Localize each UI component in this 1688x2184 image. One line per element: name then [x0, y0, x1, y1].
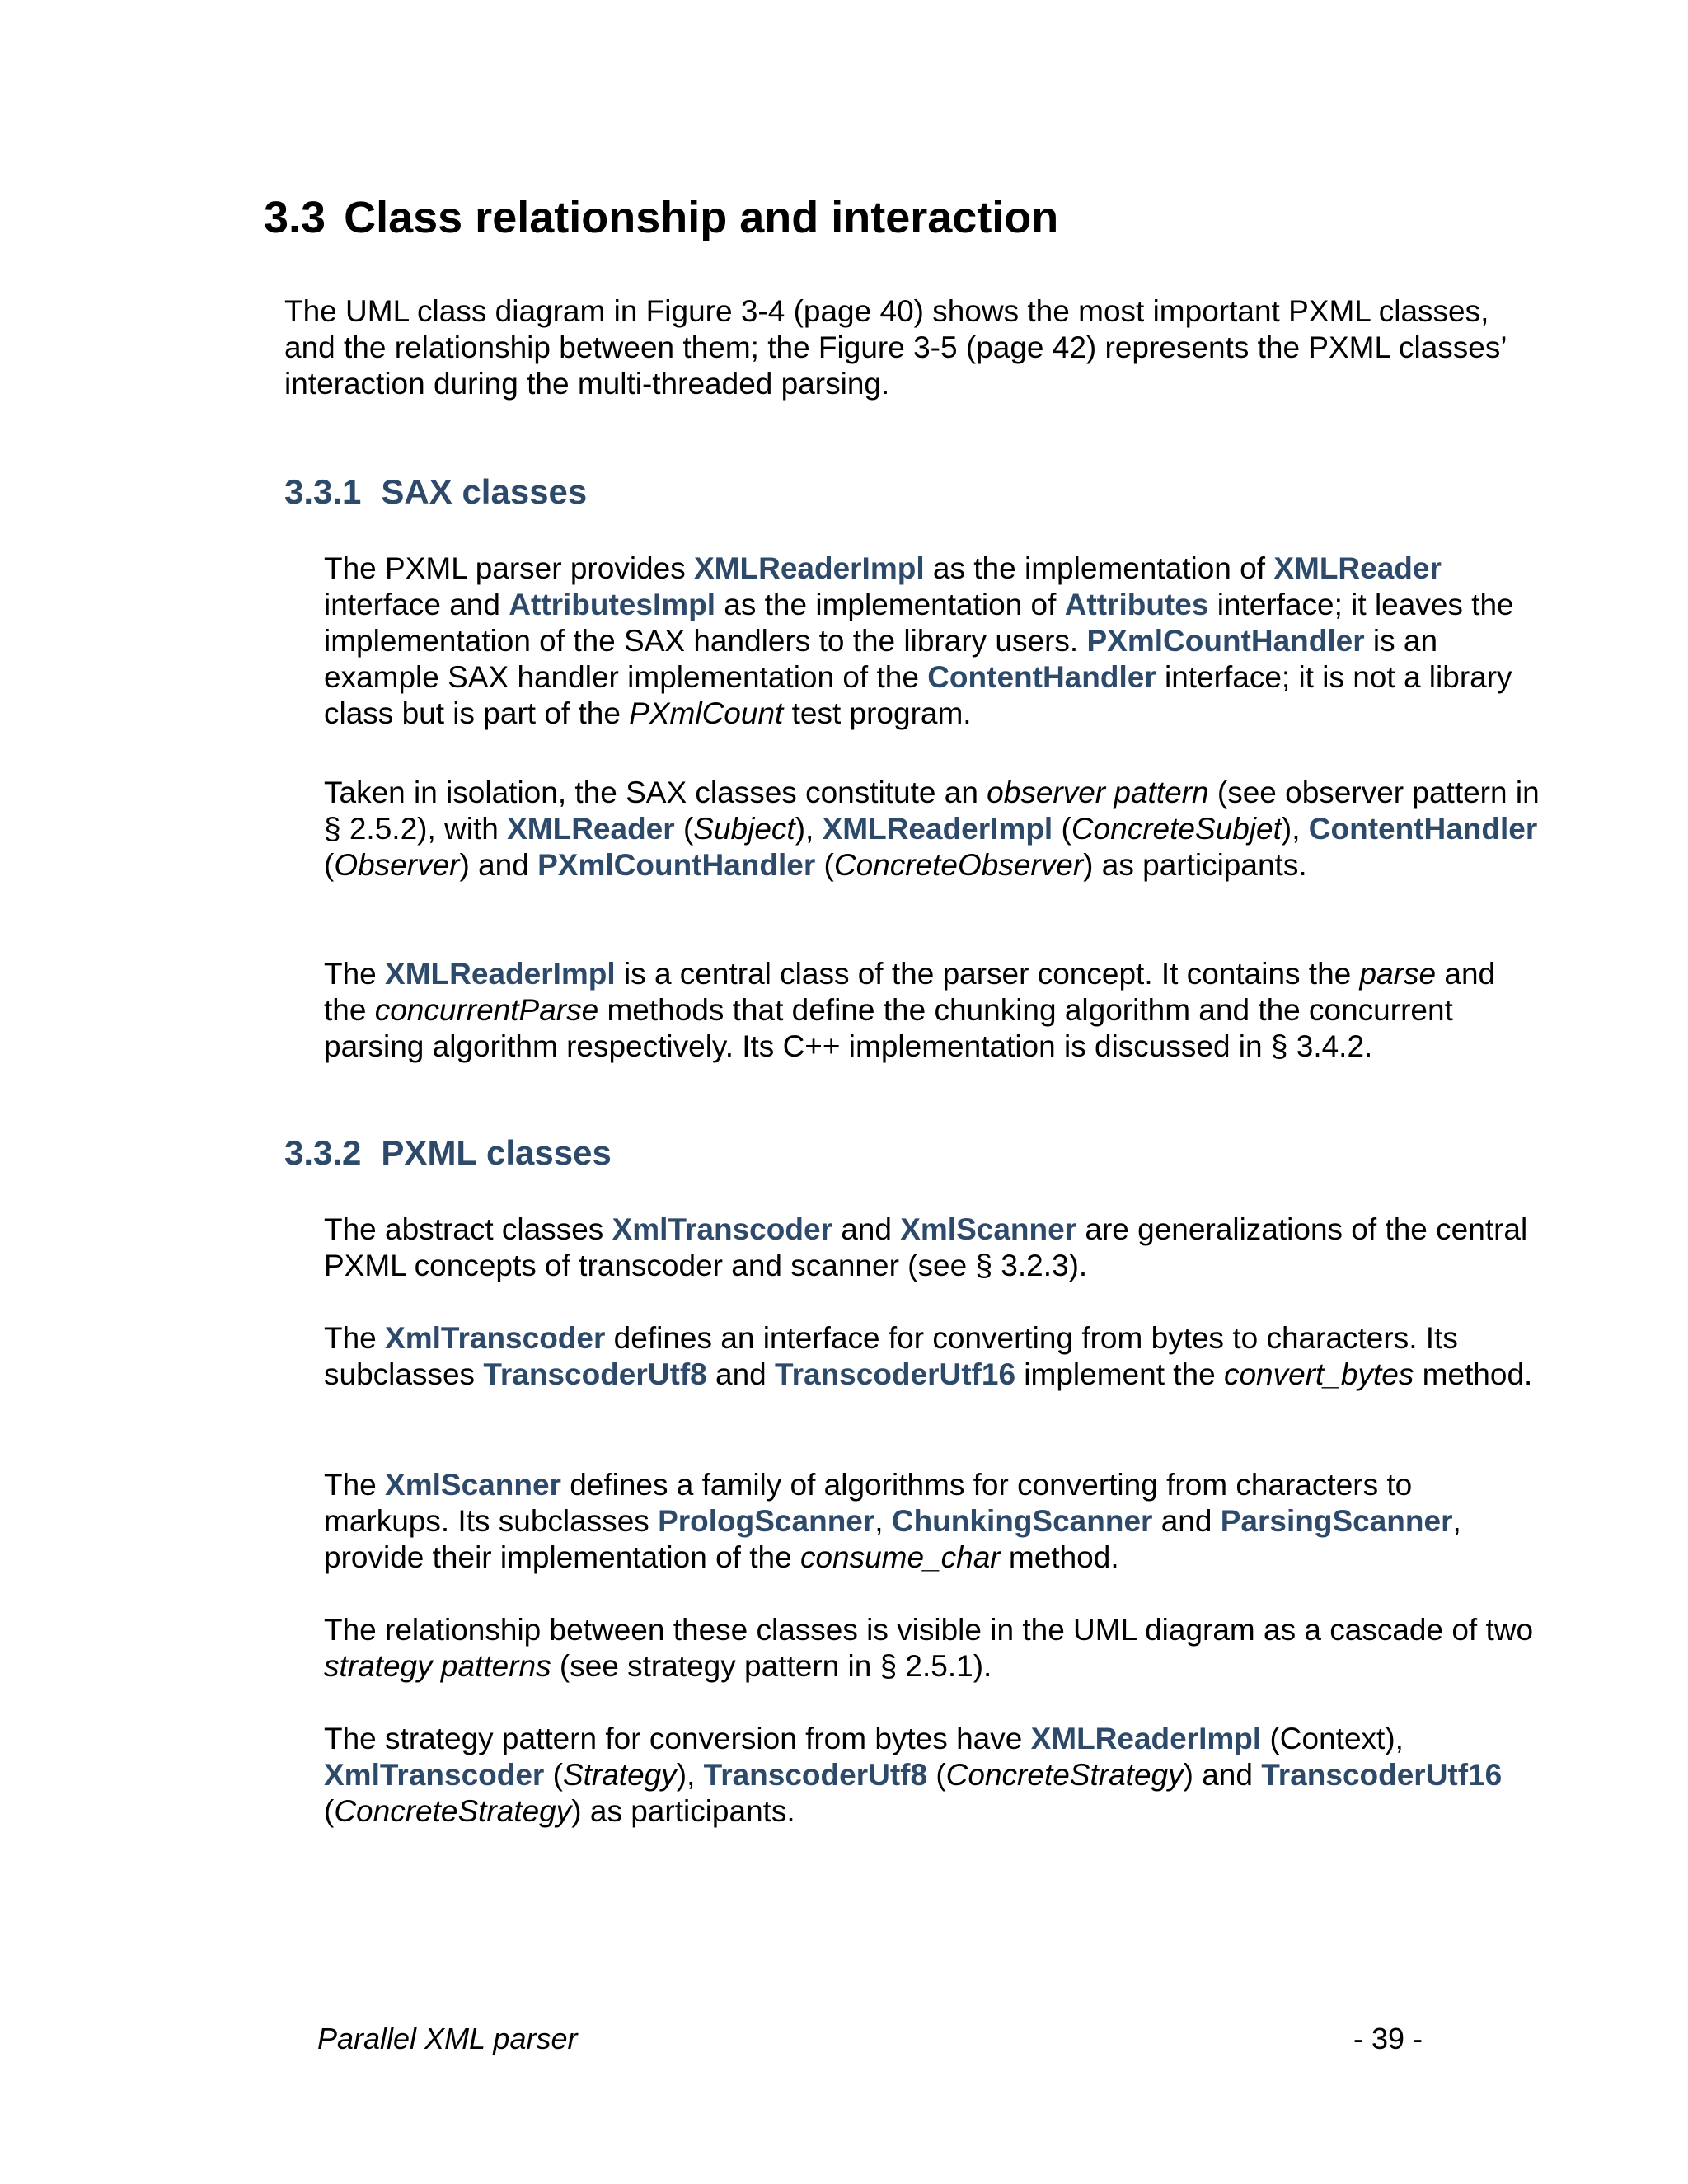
text-run: The — [324, 1321, 386, 1355]
footer-title: Parallel XML parser — [317, 2022, 578, 2055]
text-run: interface; it leaves the implementation of the SAX handlers to the library users. — [324, 588, 1514, 658]
text-run: as the implementation of — [924, 551, 1274, 585]
page-number: - 39 - — [1353, 2022, 1423, 2055]
text-run: interface; it is not a library class but is part of the — [324, 660, 1512, 730]
text-run: The — [324, 1468, 386, 1502]
emphasis: observer pattern — [987, 776, 1209, 809]
class-name: TranscoderUtf8 — [483, 1357, 707, 1391]
pxml-paragraph-1 — [324, 1212, 1544, 1284]
text-run: ), — [1281, 812, 1309, 846]
text-run: is an example SAX handler implementation of the — [324, 624, 1438, 694]
class-name: AttributesImpl — [509, 588, 715, 621]
text-run: ( — [324, 848, 335, 882]
text-run: ( — [324, 1794, 335, 1828]
emphasis: PXmlCount — [629, 696, 784, 730]
class-name: XmlTranscoder — [385, 1321, 606, 1355]
emphasis: ConcreteStrategy — [945, 1758, 1184, 1792]
emphasis: ConcreteSubjet — [1071, 812, 1282, 846]
text-run: defines an interface for converting from bytes to characters. Its subclasses — [324, 1321, 1458, 1391]
sax-paragraph-3 — [324, 956, 1544, 1065]
class-name: ChunkingScanner — [891, 1504, 1153, 1538]
class-name: ParsingScanner — [1220, 1504, 1453, 1538]
emphasis: strategy patterns — [324, 1649, 551, 1683]
emphasis: concurrentParse — [374, 993, 599, 1027]
text-run: are generalizations of the central PXML concepts of transcoder and scanner (see § 3.2.3). — [324, 1212, 1528, 1282]
text-run: and — [1152, 1504, 1221, 1538]
class-name: XmlTranscoder — [612, 1212, 832, 1246]
subsection-title: PXML classes — [381, 1133, 612, 1172]
text-run: as the implementation of — [715, 588, 1065, 621]
text-run: ) as participants. — [571, 1794, 795, 1828]
text-run: and the — [324, 957, 1496, 1027]
class-name: XMLReaderImpl — [385, 957, 616, 991]
pxml-paragraph-5 — [324, 1721, 1544, 1830]
text-run: ) and — [1183, 1758, 1262, 1792]
class-name: XMLReaderImpl — [822, 812, 1053, 846]
text-run: ( — [815, 848, 834, 882]
text-run: The strategy pattern for conversion from bytes have — [324, 1722, 1031, 1755]
sax-paragraph-1 — [324, 551, 1544, 732]
pxml-paragraph-3 — [324, 1467, 1544, 1576]
text-run: interface and — [324, 588, 509, 621]
subsection-number: 3.3.2 — [284, 1133, 362, 1172]
text-run: is a central class of the parser concept. It contains the — [615, 957, 1360, 991]
subsection-number: 3.3.1 — [284, 472, 362, 511]
text-run: The abstract classes — [324, 1212, 612, 1246]
text-run: The PXML parser provides — [324, 551, 694, 585]
emphasis: ConcreteObserver — [833, 848, 1084, 882]
class-name: PrologScanner — [658, 1504, 875, 1538]
class-name: XmlTranscoder — [324, 1758, 545, 1792]
text-run: (see strategy pattern in § 2.5.1). — [551, 1649, 992, 1683]
pxml-paragraph-2 — [324, 1320, 1544, 1393]
text-run: ( — [927, 1758, 946, 1792]
section-number: 3.3 — [264, 193, 326, 242]
class-name: TranscoderUtf8 — [703, 1758, 928, 1792]
section-heading — [264, 191, 1058, 245]
text-run: (see observer pattern in § 2.5.2), with — [324, 776, 1540, 846]
subsection-title: SAX classes — [381, 472, 588, 511]
text-run: ) and — [459, 848, 538, 882]
text-run: The relationship between these classes is visible in the UML diagram as a cascade of two — [324, 1613, 1534, 1647]
subsection-heading-pxml — [284, 1132, 612, 1174]
text-run: ( — [1053, 812, 1071, 846]
class-name: XMLReader — [507, 812, 675, 846]
text-run: and — [706, 1357, 776, 1391]
text-run: The — [324, 957, 386, 991]
class-name: XMLReaderImpl — [1030, 1722, 1262, 1755]
class-name: XmlScanner — [900, 1212, 1077, 1246]
text-run: test program. — [783, 696, 972, 730]
text-run: , — [874, 1504, 892, 1538]
class-name: TranscoderUtf16 — [1261, 1758, 1503, 1792]
class-name: Attributes — [1064, 588, 1209, 621]
text-run: ) as participants. — [1083, 848, 1307, 882]
text-run: ( — [544, 1758, 563, 1792]
emphasis: Strategy — [562, 1758, 677, 1792]
sax-paragraph-2 — [324, 775, 1544, 883]
text-run: method. — [1000, 1540, 1119, 1574]
text-run: , provide their implementation of the — [324, 1504, 1461, 1574]
emphasis: convert_bytes — [1223, 1357, 1414, 1391]
class-name: PXmlCountHandler — [1086, 624, 1365, 658]
text-run: method. — [1414, 1357, 1533, 1391]
emphasis: Subject — [693, 812, 795, 846]
class-name: XmlScanner — [385, 1468, 561, 1502]
class-name: XMLReader — [1273, 551, 1442, 585]
text-run: implement the — [1015, 1357, 1224, 1391]
emphasis: parse — [1359, 957, 1437, 991]
text-run: ), — [795, 812, 823, 846]
pxml-paragraph-4 — [324, 1612, 1544, 1685]
text-run: and — [832, 1212, 901, 1246]
class-name: PXmlCountHandler — [537, 848, 816, 882]
text-run: defines a family of algorithms for converting from characters to markups. Its subclasses — [324, 1468, 1413, 1538]
section-title: Class relationship and interaction — [344, 193, 1059, 242]
text-run: methods that define the chunking algorithm and the concurrent parsing algorithm respectively. Its C++ implementation is discussed in § 3.4.2. — [324, 993, 1453, 1063]
text-run: Taken in isolation, the SAX classes constitute an — [324, 776, 987, 809]
class-name: TranscoderUtf16 — [775, 1357, 1016, 1391]
text-run: ), — [676, 1758, 704, 1792]
text-run: (Context), — [1261, 1722, 1404, 1755]
intro-paragraph: The UML class diagram in Figure 3-4 (page 40) shows the most important PXML classes, and the relationship between them; the Figure 3-5 (page 42) represents the PXML classes’ interaction during the multi-threaded parsing. — [284, 294, 1507, 401]
class-name: ContentHandler — [1308, 812, 1538, 846]
class-name: ContentHandler — [927, 660, 1156, 694]
emphasis: Observer — [334, 848, 460, 882]
text-run: ( — [674, 812, 694, 846]
class-name: XMLReaderImpl — [694, 551, 925, 585]
subsection-heading-sax — [284, 471, 587, 513]
emphasis: consume_char — [799, 1540, 1001, 1574]
emphasis: ConcreteStrategy — [334, 1794, 572, 1828]
